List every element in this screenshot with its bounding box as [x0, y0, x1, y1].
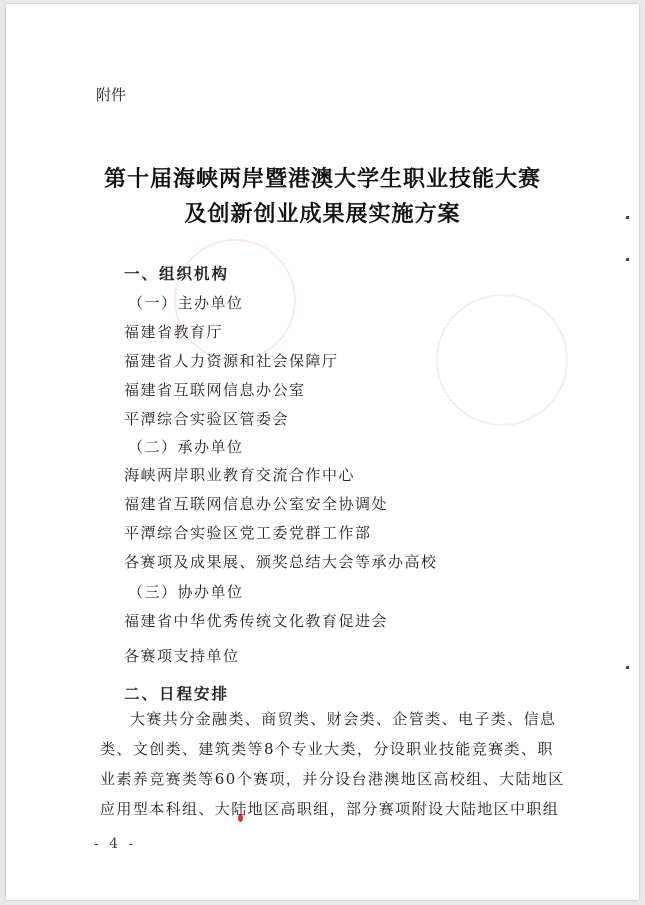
attachment-label: 附件 [96, 86, 127, 104]
list-item: 平潭综合实验区党工委党群工作部 [124, 524, 372, 542]
edge-mark [626, 666, 629, 669]
list-item: 福建省互联网信息办公室 [124, 381, 306, 399]
list-item: 海峡两岸职业教育交流合作中心 [124, 466, 356, 484]
edge-mark [626, 258, 629, 261]
subsection-heading: （一）主办单位 [128, 294, 244, 312]
list-item: 各赛项支持单位 [124, 647, 240, 665]
subsection-heading: （三）协办单位 [128, 583, 244, 601]
section-heading: 二、日程安排 [124, 684, 230, 703]
document-page [6, 4, 639, 900]
document-title-line-1: 第十届海峡两岸暨港澳大学生职业技能大赛 [103, 166, 541, 192]
list-item: 平潭综合实验区管委会 [124, 410, 290, 428]
subsection-heading: （二）承办单位 [128, 438, 244, 456]
document-title-line-2: 及创新创业成果展实施方案 [184, 201, 461, 227]
page-number: - 4 - [94, 836, 137, 852]
section-heading: 一、组织机构 [124, 264, 230, 283]
list-item: 福建省教育厅 [124, 323, 224, 341]
list-item: 各赛项及成果展、颁奖总结大会等承办高校 [124, 553, 438, 571]
list-item: 福建省中华优秀传统文化教育促进会 [124, 612, 389, 630]
list-item: 福建省互联网信息办公室安全协调处 [124, 495, 389, 513]
body-paragraph: 大赛共分金融类、商贸类、财会类、企管类、电子类、信息类、文创类、建筑类等8个专业大类，分设职业技能竞赛类、职业素养竞赛类等60个赛项，并分设台港澳地区高校组、大陆地区应用型本科组、大陆地区高职组，部分赛项附设大陆地区中职组 [100, 710, 565, 818]
faint-seal-stamp [436, 294, 568, 426]
list-item: 福建省人力资源和社会保障厅 [124, 352, 339, 370]
